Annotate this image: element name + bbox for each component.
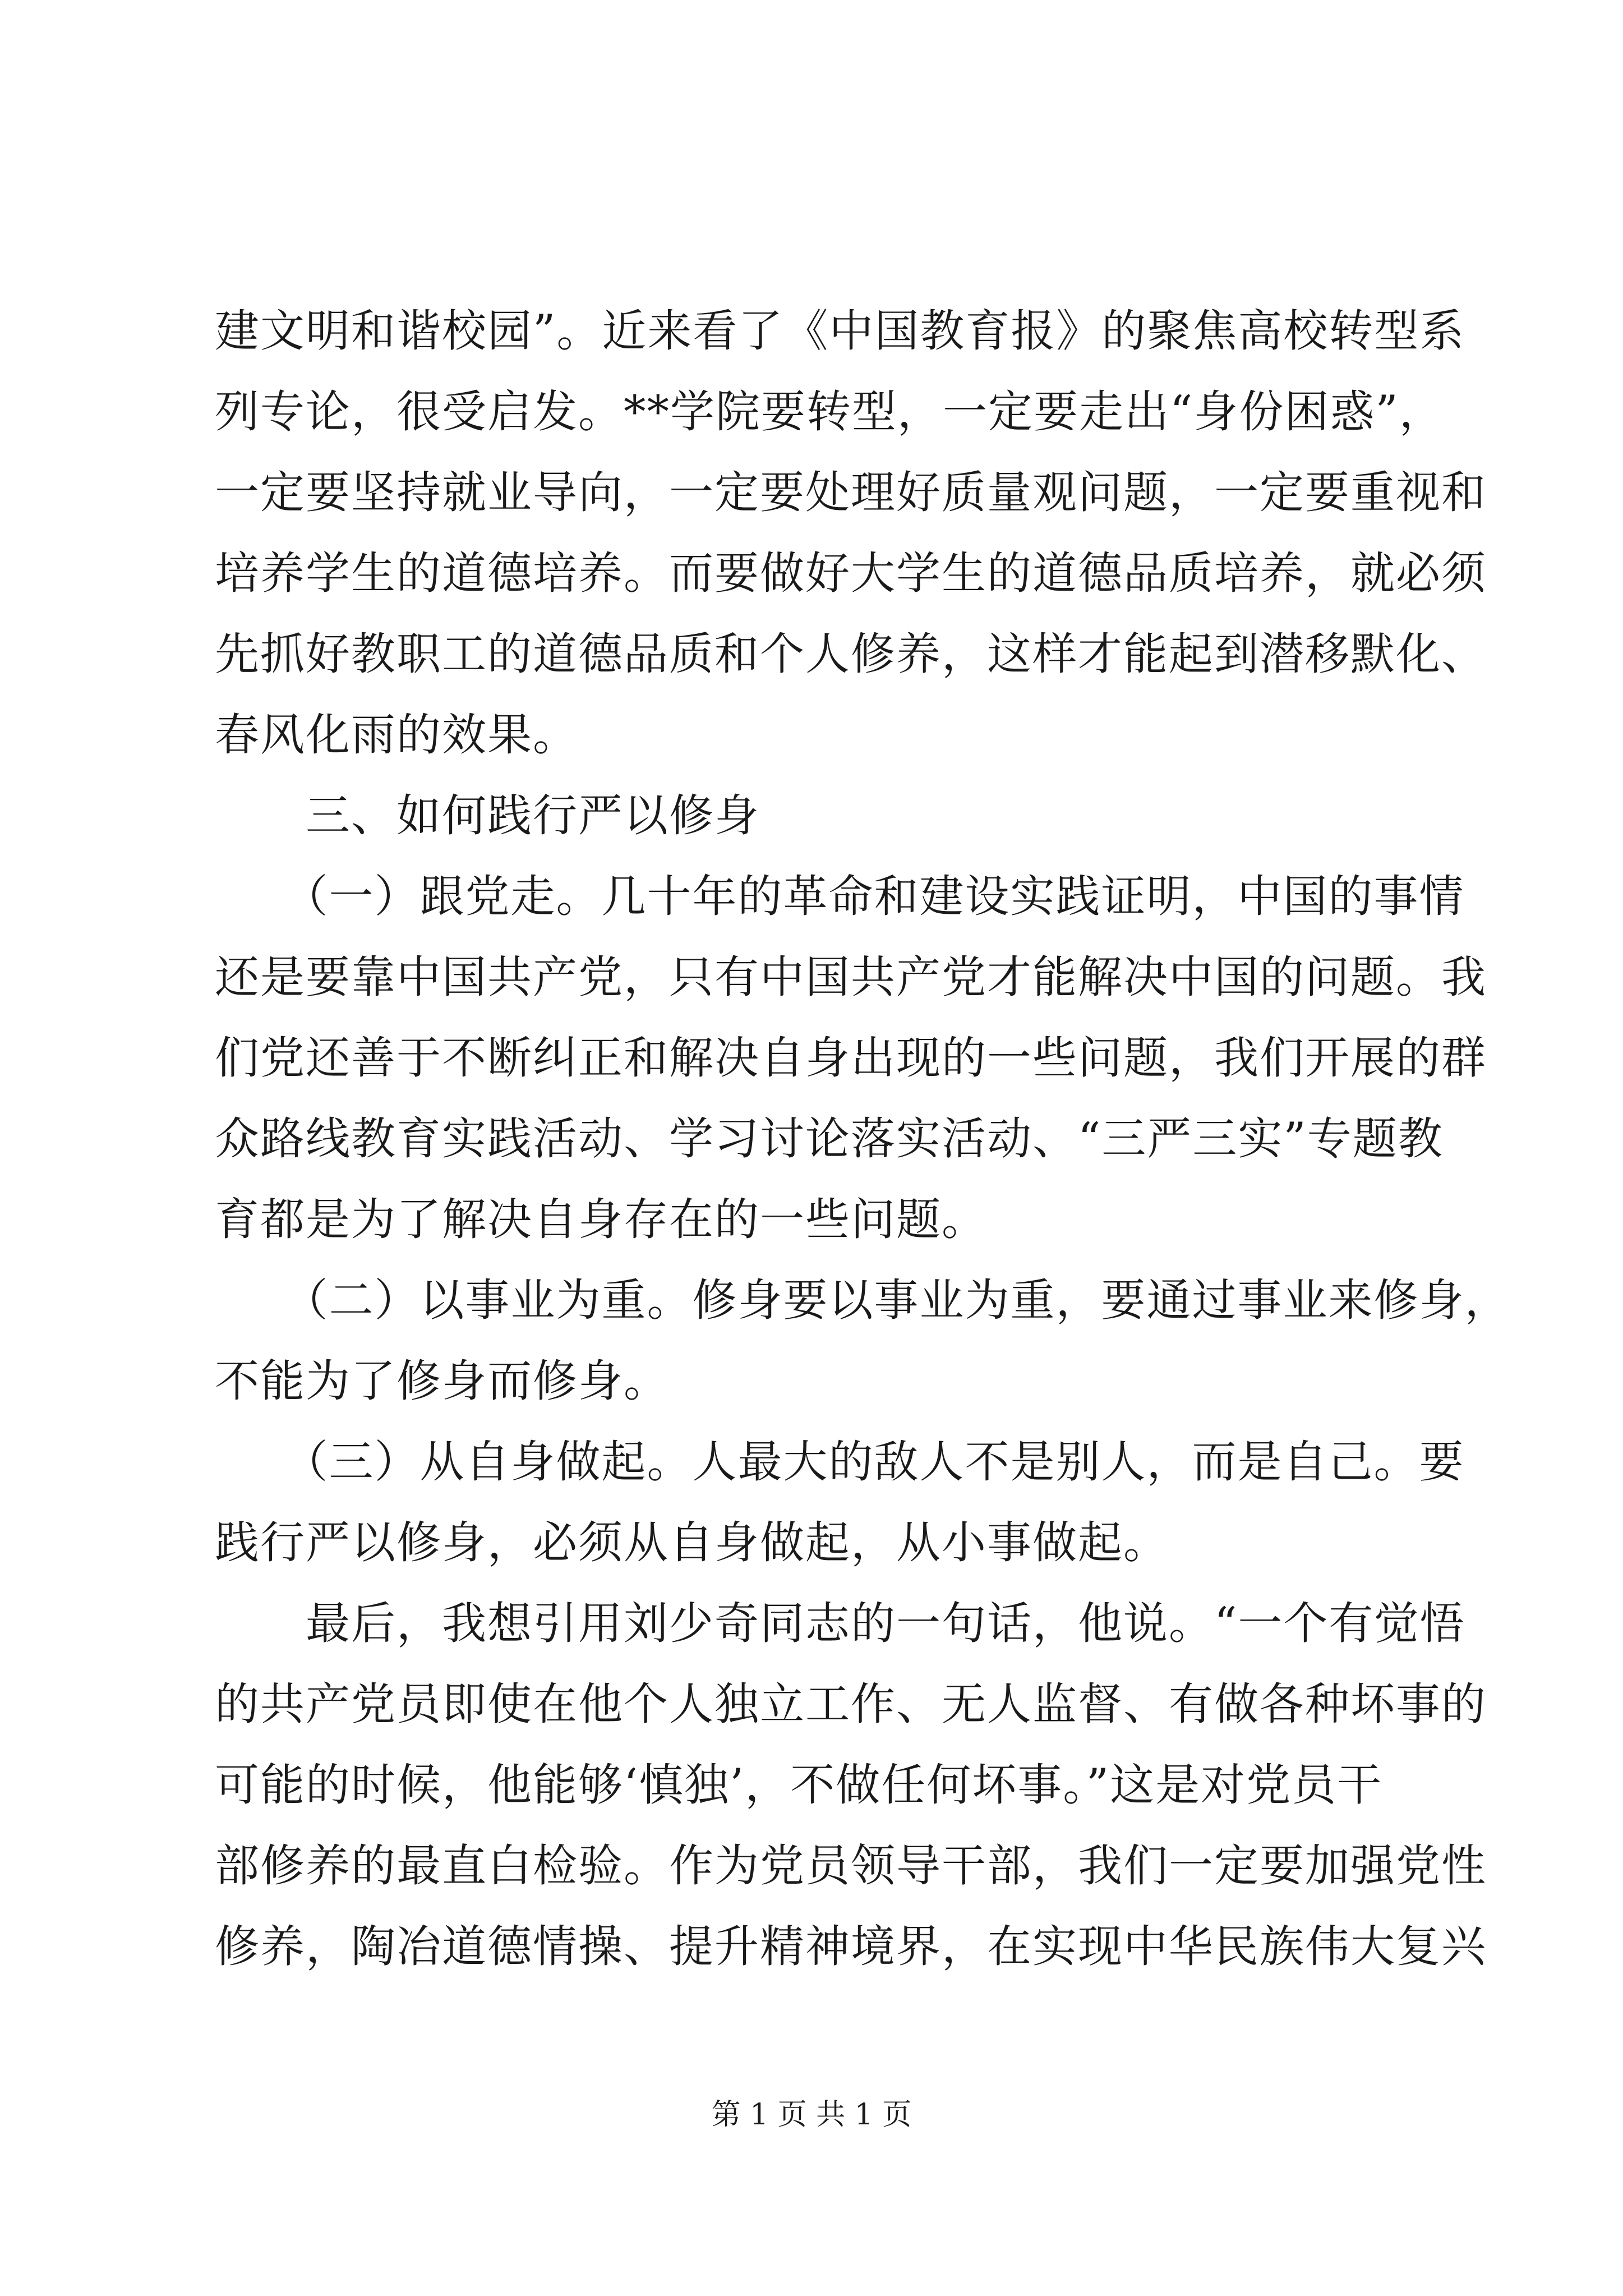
text-line: （二）以事业为重。修身要以事业为重，要通过事业来修身， [215,1274,1510,1326]
text-line: （一）跟党走。几十年的革命和建设实践证明，中国的事情 [215,871,1465,922]
text-line: 建文明和谐校园”。近来看了《中国教育报》的聚焦高校转型系 [215,305,1465,357]
text-line: 还是要靠中国共产党，只有中国共产党才能解决中国的问题。我 [215,951,1487,1003]
section-heading: 三、如何践行严以修身 [215,790,760,841]
text-line: 育都是为了解决自身存在的一些问题。 [215,1194,987,1245]
text-line: 众路线教育实践活动、学习讨论落实活动、“三严三实”专题教 [215,1113,1444,1165]
page-footer: 第 1 页 共 1 页 [711,2098,912,2132]
text-line: 践行严以修身，必须从自身做起，从小事做起。 [215,1517,1169,1568]
text-line: 修养，陶冶道德情操、提升精神境界，在实现中华民族伟大复兴 [215,1921,1487,1972]
text-line: 先抓好教职工的道德品质和个人修养，这样才能起到潜移默化、 [215,628,1487,680]
text-line: （三）从自身做起。人最大的敌人不是别人，而是自己。要 [215,1436,1465,1488]
text-line: 的共产党员即使在他个人独立工作、无人监督、有做各种坏事的 [215,1678,1487,1730]
text-line: 们党还善于不断纠正和解决自身出现的一些问题，我们开展的群 [215,1032,1487,1084]
text-line: 春风化雨的效果。 [215,709,578,761]
text-line: 培养学生的道德培养。而要做好大学生的道德品质培养，就必须 [215,547,1487,599]
text-line: 列专论，很受启发。**学院要转型，一定要走出“身份困惑”， [215,386,1445,438]
text-line: 不能为了修身而修身。 [215,1355,669,1407]
text-line: 可能的时候，他能够‘慎独’，不做任何坏事。”这是对党员干 [215,1759,1383,1811]
text-line: 部修养的最直白检验。作为党员领导干部，我们一定要加强党性 [215,1840,1487,1892]
text-line: 一定要坚持就业导向，一定要处理好质量观问题，一定要重视和 [215,467,1487,518]
text-line: 最后，我想引用刘少奇同志的一句话，他说。“一个有觉悟 [215,1598,1465,1649]
body-text [215,291,1510,1987]
